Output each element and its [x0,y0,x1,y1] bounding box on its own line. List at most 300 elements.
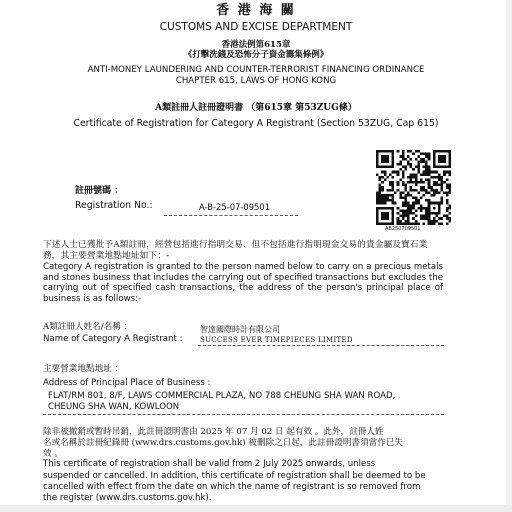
qr-module [404,184,407,187]
qr-module [417,202,420,205]
qr-module [402,217,405,220]
qr-module [415,220,418,223]
qr-module [425,178,428,181]
qr-module [379,150,382,153]
qr-module [425,199,428,202]
qr-module [379,186,382,189]
validity-zh-line-2: 名或名稱於註冊紀錄冊 (www.drs.customs.gov.hk) 被刪除之日起，此註冊證明書須當作已失 [43,438,403,448]
qr-module [386,176,389,179]
qr-module [438,222,441,225]
qr-module [379,184,382,187]
qr-module [435,150,438,153]
qr-module [404,186,407,189]
qr-module [415,222,418,225]
qr-module [441,222,444,225]
qr-module [397,220,400,223]
qr-module [423,217,426,220]
validity-en-line-2: suspended or cancelled. In addition, this certificate of registration shall be deemed to be [43,471,426,481]
qr-module [428,209,431,212]
qr-module [438,166,441,169]
qr-module [415,150,418,153]
qr-module [407,160,410,163]
qr-module [448,150,451,153]
qr-module [410,173,413,176]
qr-module [407,207,410,210]
qr-module [433,160,436,163]
qr-module [386,212,389,215]
qr-module [446,186,449,189]
qr-module [392,150,395,153]
qr-module [446,178,449,181]
qr-module [428,168,431,171]
qr-module [441,184,444,187]
qr-module [448,158,451,161]
qr-module [404,197,407,200]
qr-module [428,166,431,169]
qr-module [420,217,423,220]
qr-module [435,166,438,169]
qr-module [381,155,384,158]
qr-module [392,166,395,169]
qr-module [404,209,407,212]
qr-module [399,191,402,194]
qr-module [443,181,446,184]
qr-module [392,202,395,205]
qr-module [430,220,433,223]
address-line-1: FLAT/RM 801, 8/F, LAWS COMMERCIAL PLAZA, NO 788 CHEUNG SHA WAN ROAD, [48,391,396,401]
qr-module [376,163,379,166]
ordinance-title-zh: 《打擊洗錢及恐怖分子資金籌集條例》 [183,50,329,60]
qr-module [384,178,387,181]
qr-module [441,199,444,202]
qr-module [399,168,402,171]
qr-module [433,217,436,220]
qr-module [410,204,413,207]
qr-module [384,166,387,169]
qr-module [446,191,449,194]
qr-module [404,222,407,225]
qr-module [407,202,410,205]
registrant-label-en: Name of Category A Registrant : [43,334,183,344]
qr-module [392,158,395,161]
qr-module [397,189,400,192]
qr-module [415,184,418,187]
qr-module [381,217,384,220]
qr-module [446,209,449,212]
qr-module [397,212,400,215]
qr-module [384,202,387,205]
qr-module [379,197,382,200]
qr-module [386,217,389,220]
qr-module [394,202,397,205]
qr-module [425,191,428,194]
qr-module [415,166,418,169]
qr-module [423,194,426,197]
qr-module [428,155,431,158]
qr-module [404,199,407,202]
qr-module [410,189,413,192]
registration-underline [164,215,298,216]
qr-module [425,155,428,158]
qr-module [433,155,436,158]
qr-module [384,171,387,174]
qr-module [392,215,395,218]
qr-module [392,194,395,197]
qr-module [415,178,418,181]
registrant-underline [198,345,444,346]
qr-module [376,209,379,212]
qr-module [402,153,405,156]
qr-module [376,220,379,223]
qr-module [381,212,384,215]
qr-module [433,166,436,169]
qr-module [433,176,436,179]
qr-module [381,207,384,210]
qr-module [386,160,389,163]
qr-module [392,207,395,210]
qr-module [425,189,428,192]
qr-module [435,176,438,179]
qr-module [448,173,451,176]
qr-module [428,184,431,187]
qr-module [407,163,410,166]
qr-module [381,199,384,202]
qr-module [389,181,392,184]
qr-module [402,212,405,215]
qr-module [448,155,451,158]
qr-module [438,173,441,176]
qr-module [404,189,407,192]
qr-module [392,222,395,225]
qr-module [392,176,395,179]
qr-module [407,212,410,215]
qr-module [423,171,426,174]
qr-module [443,215,446,218]
qr-module [381,197,384,200]
qr-module [448,166,451,169]
qr-module [392,171,395,174]
qr-module [402,181,405,184]
qr-module [407,155,410,158]
qr-module [435,171,438,174]
qr-module [446,202,449,205]
qr-module [438,150,441,153]
qr-module [399,194,402,197]
qr-module [428,171,431,174]
qr-module [392,199,395,202]
qr-module [425,168,428,171]
qr-module [397,222,400,225]
qr-module [438,184,441,187]
qr-module [397,181,400,184]
qr-module [384,207,387,210]
qr-module [389,222,392,225]
qr-module [407,215,410,218]
qr-module [425,173,428,176]
qr-module [384,217,387,220]
qr-module [397,171,400,174]
qr-module [420,158,423,161]
qr-module [407,150,410,153]
qr-module [441,160,444,163]
qr-module [433,150,436,153]
qr-module [428,222,431,225]
qr-module [381,222,384,225]
qr-module [420,160,423,163]
qr-module [430,222,433,225]
qr-module [433,222,436,225]
qr-module [420,215,423,218]
qr-module [389,184,392,187]
qr-module [448,217,451,220]
qr-module [423,207,426,210]
qr-module [376,194,379,197]
qr-module [402,176,405,179]
qr-module [430,189,433,192]
qr-module [386,155,389,158]
qr-module [420,207,423,210]
qr-module [448,160,451,163]
qr-module [381,181,384,184]
qr-module [443,155,446,158]
qr-module [430,186,433,189]
qr-module [410,186,413,189]
qr-module [423,181,426,184]
qr-module [448,204,451,207]
qr-module [443,171,446,174]
ordinance-title-en: ANTI-MONEY LAUNDERING AND COUNTER-TERRORIST FINANCING ORDINANCE [87,65,425,75]
qr-module [412,207,415,210]
qr-module [392,189,395,192]
qr-module [428,207,431,210]
qr-module [412,204,415,207]
intro-zh: 下述人士已獲批予A類註冊，經營包括進行指明交易、但不包括進行指明現金交易的貴金屬及寶石業務，其主要營業地點地址如下：- [43,240,428,261]
qr-module [402,215,405,218]
qr-module [433,212,436,215]
qr-module [412,168,415,171]
qr-module [433,220,436,223]
qr-module [448,186,451,189]
qr-module [381,215,384,218]
qr-module [384,158,387,161]
registration-label-zh: 註冊號碼 ： [75,186,124,196]
qr-module [394,171,397,174]
qr-module [386,189,389,192]
qr-module [386,215,389,218]
qr-module [410,222,413,225]
qr-module [379,207,382,210]
qr-module [404,215,407,218]
qr-module [384,173,387,176]
qr-module [423,166,426,169]
qr-module [428,186,431,189]
address-label-zh: 主要營業地點地址 ： [43,364,124,374]
intro-en: Category A registration is granted to the person named below to carry on a precious metals and stones business that includes the carrying out of specified transactions but excludes the carrying out of specified cash transactions, the address of the person's principal place of business is as follows:- [43,262,443,304]
registrant-label-zh: A類註冊人姓名/名稱 ： [43,322,133,332]
qr-module [438,158,441,161]
qr-module [433,189,436,192]
validity-zh-line-1: 除非被撤銷或暫時吊銷，此註冊證明書由 2025 年 07 月 02 日 起有效 。此外，註冊人姓 [43,427,384,437]
qr-module [402,173,405,176]
qr-module [407,217,410,220]
qr-module [402,184,405,187]
qr-module [381,202,384,205]
qr-module [438,204,441,207]
qr-module [384,155,387,158]
qr-module [379,194,382,197]
qr-module [415,181,418,184]
address-underline [43,414,444,415]
qr-module [412,202,415,205]
qr-module [438,217,441,220]
qr-module [435,189,438,192]
qr-module [399,197,402,200]
qr-module [384,222,387,225]
qr-module [410,158,413,161]
qr-module [397,173,400,176]
qr-module [386,199,389,202]
qr-module [407,176,410,179]
ordinance-chapter-en: CHAPTER 615, LAWS OF HONG KONG [175,76,337,86]
qr-module [448,191,451,194]
qr-module [381,158,384,161]
qr-module [446,194,449,197]
qr-module [381,160,384,163]
qr-module [397,207,400,210]
qr-module [423,189,426,192]
qr-module [410,181,413,184]
qr-module [417,199,420,202]
qr-module [415,209,418,212]
qr-module [412,222,415,225]
qr-module [376,191,379,194]
qr-module [425,171,428,174]
qr-module [428,204,431,207]
qr-module [392,160,395,163]
qr-module [402,171,405,174]
qr-module [379,176,382,179]
qr-module [428,158,431,161]
qr-module [376,173,379,176]
registrant-name-en: SUCCESS EVER TIMEPIECES LIMITED [200,336,353,344]
qr-module [402,191,405,194]
qr-module [417,150,420,153]
qr-module [446,171,449,174]
qr-module [423,160,426,163]
qr-module [443,158,446,161]
qr-module [433,202,436,205]
qr-module [425,212,428,215]
qr-module [420,204,423,207]
qr-module [384,212,387,215]
qr-module [392,184,395,187]
qr-module [412,181,415,184]
qr-module [417,163,420,166]
qr-module [392,153,395,156]
qr-module [392,217,395,220]
qr-module [376,153,379,156]
qr-module [435,215,438,218]
qr-module [425,160,428,163]
qr-module [433,181,436,184]
qr-module [420,189,423,192]
qr-module [410,163,413,166]
qr-module [448,212,451,215]
qr-module [415,189,418,192]
certificate-title-en: Certificate of Registration for Category A Registrant (Section 53ZUG, Cap 615) [73,118,439,129]
qr-module [446,166,449,169]
qr-module [384,199,387,202]
qr-module [417,155,420,158]
qr-module [379,199,382,202]
qr-module [381,176,384,179]
qr-module [386,150,389,153]
qr-module [433,184,436,187]
qr-module [410,178,413,181]
qr-module [399,155,402,158]
qr-module [448,184,451,187]
qr-module [433,163,436,166]
qr-module [428,153,431,156]
qr-module [379,222,382,225]
qr-module [376,166,379,169]
qr-module [392,220,395,223]
qr-module [438,191,441,194]
qr-module [404,194,407,197]
qr-module [435,184,438,187]
qr-module [404,168,407,171]
qr-module [389,189,392,192]
qr-module [448,189,451,192]
qr-module [420,181,423,184]
registration-label-en: Registration No.: [75,200,153,211]
qr-module [392,212,395,215]
qr-module [435,202,438,205]
qr-module [394,191,397,194]
qr-module [425,163,428,166]
qr-module [397,163,400,166]
qr-module [428,199,431,202]
qr-module [446,207,449,210]
qr-module [428,202,431,205]
qr-module [423,186,426,189]
qr-module [402,204,405,207]
qr-module [430,176,433,179]
qr-module [438,178,441,181]
validity-en-line-3: cancelled with effect from the date on which the name of registrant is so removed from [43,482,421,492]
qr-module [379,178,382,181]
qr-module [417,181,420,184]
qr-module [415,215,418,218]
certificate-title-zh: A類註冊人註冊證明書 （第615章 第53ZUG條） [155,103,357,113]
qr-code [376,150,451,225]
qr-module [438,202,441,205]
qr-module [420,178,423,181]
qr-module [446,217,449,220]
qr-module [417,222,420,225]
qr-module [410,150,413,153]
qr-module [441,202,444,205]
qr-module [448,207,451,210]
qr-module [379,189,382,192]
qr-module [443,160,446,163]
qr-module [433,158,436,161]
qr-module [381,150,384,153]
qr-module [384,150,387,153]
qr-module [433,153,436,156]
qr-module [435,212,438,215]
qr-module [417,166,420,169]
